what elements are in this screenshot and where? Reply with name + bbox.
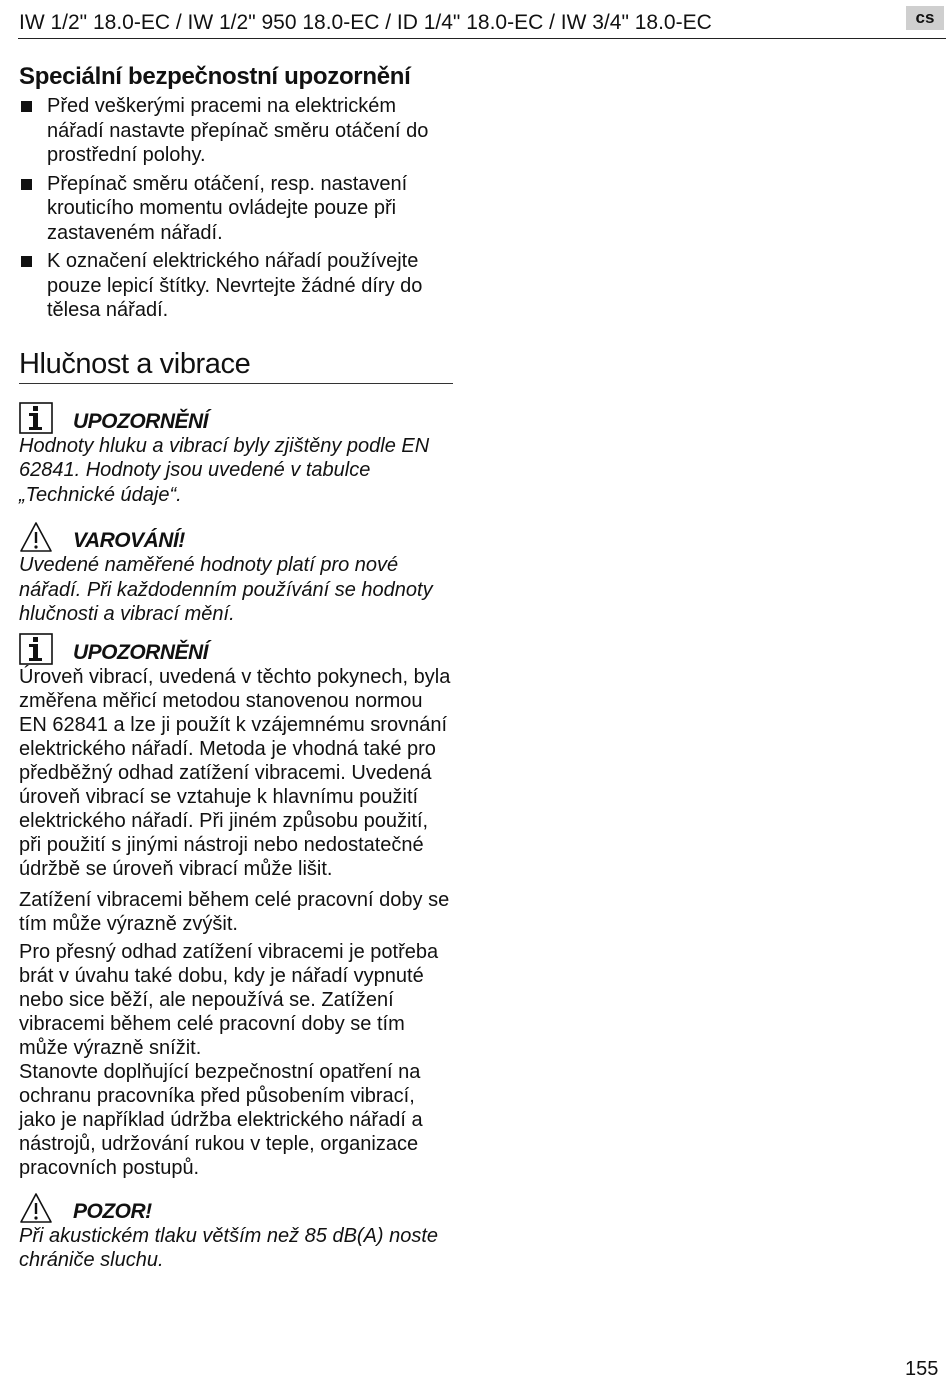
square-bullet-icon (21, 256, 32, 267)
paragraph: Pro přesný odhad zatížení vibracemi je potřeba brát v úvahu také dobu, kdy je nářadí vypnuté nebo sice běží, ale nepoužívá se. Zatížení vibracemi během celé pracovní doby se tím může výrazně snížit. (19, 940, 439, 1059)
warning-notice (19, 521, 453, 627)
warning-triangle-icon (19, 521, 53, 553)
notice-info-2 (19, 633, 453, 881)
paragraph: Zatížení vibracemi během celé pracovní doby se tím může výrazně zvýšit. (19, 888, 450, 935)
header-divider (18, 38, 946, 39)
list-item-text: Před veškerými pracemi na elektrickém nářadí nastavte přepínač směru otáčení do prostřední polohy. (47, 95, 429, 166)
list-item-text: K označení elektrického nářadí používejte pouze lepicí štítky. Nevrtejte žádné díry do tělesa nářadí. (47, 250, 423, 321)
list-item (19, 94, 453, 168)
info-icon (19, 633, 53, 665)
notice-label: UPOZORNĚNÍ (73, 409, 209, 433)
notice-text: Při akustickém tlaku větším než 85 dB(A) noste chrániče sluchu. (19, 1224, 439, 1271)
special-safety-heading: Speciální bezpečnostní upozornění (19, 63, 411, 90)
language-badge: cs (906, 6, 944, 30)
notice-label: VAROVÁNÍ! (73, 529, 185, 552)
noise-vibration-heading: Hlučnost a vibrace (19, 347, 453, 384)
notice-text: Hodnoty hluku a vibrací byly zjištěny podle EN 62841. Hodnoty jsou uvedené v tabulce „Technické údaje“. (19, 434, 430, 506)
info-icon (19, 402, 53, 434)
header-title: IW 1/2" 18.0-EC / IW 1/2" 950 18.0-EC / ID 1/4" 18.0-EC / IW 3/4" 18.0-EC (19, 11, 712, 34)
list-item (19, 249, 453, 323)
paragraph: Stanovte doplňující bezpečnostní opatření na ochranu pracovníka před působením vibrací, jako je například údržba elektrického nářadí a nástrojů, udržování rukou v teple, organizace pracovních postupů. (19, 1060, 423, 1179)
notice-text: Uvedené naměřené hodnoty platí pro nové nářadí. Při každodenním používání se hodnoty hlučnosti a vibrací mění. (19, 554, 433, 625)
square-bullet-icon (21, 101, 32, 112)
square-bullet-icon (21, 179, 32, 190)
list-item-text: Přepínač směru otáčení, resp. nastavení krouticího momentu ovládejte pouze při zastaveném nářadí. (47, 172, 408, 244)
notice-label: POZOR! (73, 1199, 152, 1223)
notice-body-text: Úroveň vibrací, uvedená v těchto pokynech, byla změřena měřicí metodou stanovenou normou EN 62841 a lze ji použít k vzájemnému srovnání elektrického nářadí. Metoda je vhodná také pro předběžný odhad zatížení vibracemi. Uvedená úroveň vibrací se vztahuje k hlavnímu použití elektrického nářadí. Při jiném způsobu použití, při použití s jinými nástroji nebo nedostatečné údržbě se úroveň vibrací může lišit. (19, 665, 451, 880)
special-safety-list (19, 94, 453, 323)
caution-notice (19, 1192, 453, 1273)
notice-label: UPOZORNĚNÍ (73, 640, 209, 664)
content-column (19, 62, 453, 1273)
warning-triangle-icon (19, 1192, 53, 1224)
notice-info-1 (19, 402, 453, 508)
list-item (19, 172, 453, 246)
page-number: 155 (905, 1358, 939, 1380)
